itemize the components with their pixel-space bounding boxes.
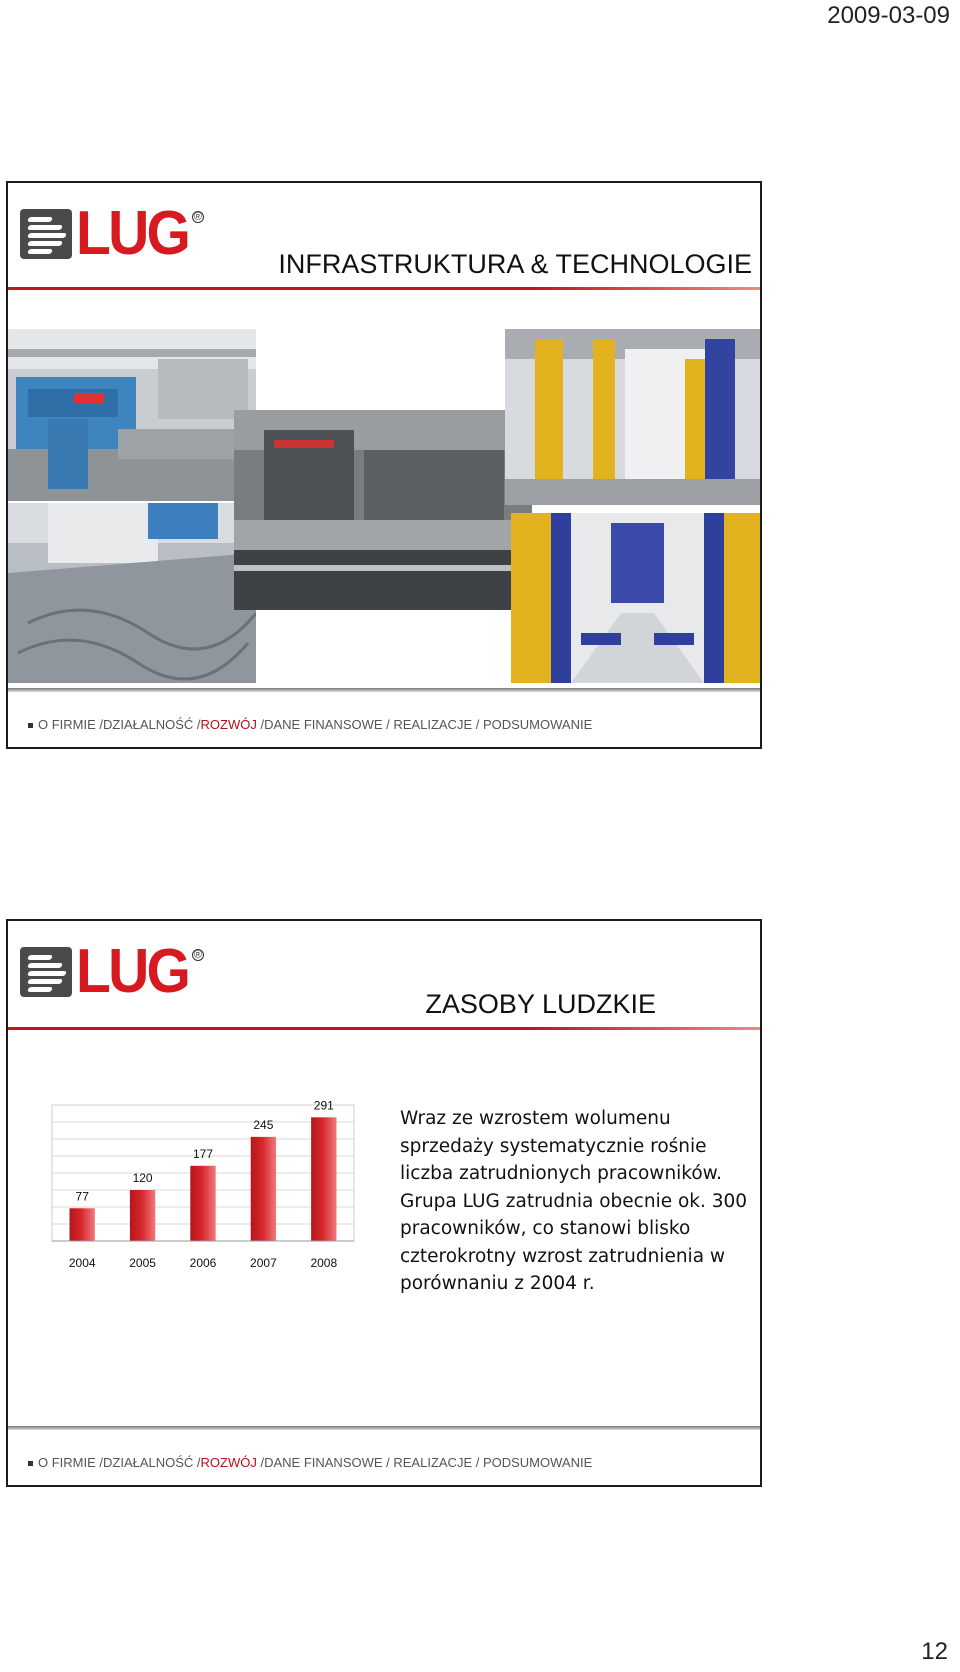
title-rule [8,1027,760,1030]
registered-mark: ® [193,949,202,961]
tick-label-2006: 2006 [189,1256,217,1270]
footer-rule [8,1426,760,1430]
paint-booth-photo [505,329,762,505]
data-label-2005: 120 [132,1171,153,1185]
bar-2008 [311,1117,336,1241]
registered-mark: ® [193,211,202,223]
slide-infrastructure [6,181,762,749]
tick-label-2008: 2008 [310,1256,338,1270]
lug-emblem-icon [20,209,72,259]
employees-bar-chart [48,1101,358,1281]
footer-item-rest[interactable]: /DANE FINANSOWE / REALIZACJE / PODSUMOWANIE [256,717,593,732]
slide-human-resources [6,919,762,1487]
bar-2004 [70,1208,95,1241]
slide-title: INFRASTRUKTURA & TECHNOLOGIE [278,249,752,279]
bar-2005 [130,1190,155,1241]
footer-item-rozwoj[interactable]: ROZWÓJ [200,717,257,732]
bar-2007 [251,1137,276,1241]
data-label-2008: 291 [313,1101,334,1113]
sheet-metal-photo [8,503,256,683]
bar-2006 [190,1166,215,1241]
punching-machine-photo [8,329,256,501]
slide-title: ZASOBY LUDZKIE [425,989,656,1019]
title-rule [8,287,760,290]
tick-label-2007: 2007 [250,1256,277,1270]
tick-label-2004: 2004 [68,1256,96,1270]
logo-text: LUG [76,199,189,268]
lug-emblem-icon [20,947,72,997]
press-brake-photo [234,410,532,610]
page-number: 12 [921,1638,948,1665]
footer-item-rest[interactable]: /DANE FINANSOWE / REALIZACJE / PODSUMOWANIE [256,1455,593,1470]
lug-logo [20,937,204,1006]
data-label-2007: 245 [253,1117,274,1132]
tick-label-2005: 2005 [129,1256,156,1270]
paint-line-photo [511,513,762,683]
page-date: 2009-03-09 [827,2,950,29]
bullet-icon [28,723,33,728]
lug-logo [20,199,204,268]
footer-item-o-firmie[interactable]: O FIRMIE / [38,717,103,732]
footer-item-rozwoj[interactable]: ROZWÓJ [200,1455,257,1470]
logo-text: LUG [76,937,189,1006]
footer-item-dzialalnosc[interactable]: DZIAŁALNOŚĆ / [103,1455,201,1470]
body-text: Wraz ze wzrostem wolumenu sprzedaży systematycznie rośnie liczba zatrudnionych pracowników. Grupa LUG zatrudnia obecnie ok. 300 pracowników, co stanowi blisko czterokrotny wzrost zatrudnienia w porównaniu z 2004 r. [400,1108,748,1294]
footer-navigation [28,717,592,732]
footer-rule [8,688,760,692]
data-label-2006: 177 [192,1146,214,1161]
footer-item-dzialalnosc[interactable]: DZIAŁALNOŚĆ / [103,717,201,732]
footer-navigation [28,1455,592,1470]
footer-item-o-firmie[interactable]: O FIRMIE / [38,1455,103,1470]
bullet-icon [28,1461,33,1466]
data-label-2004: 77 [75,1189,89,1204]
